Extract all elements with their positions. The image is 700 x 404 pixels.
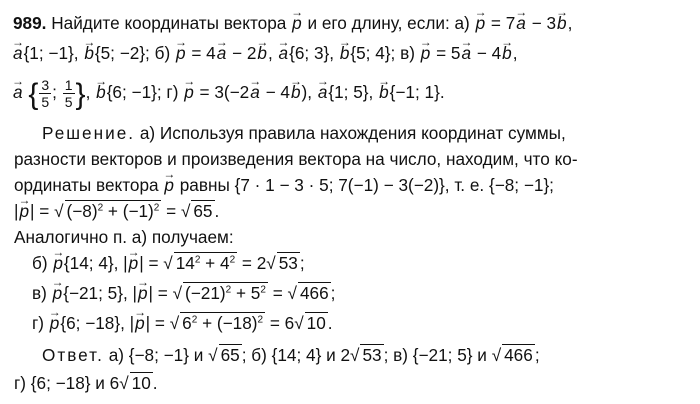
vector-p: → p <box>137 282 149 304</box>
problem-line-1: 989. Найдите координаты вектора → p и его длину, если: а) → p = 7→ a − 3→ b, <box>13 12 572 34</box>
vector-b: → b <box>290 72 302 112</box>
vector-a: → a <box>278 42 290 64</box>
vector-p: → p <box>183 72 195 112</box>
solution-line-5: Аналогично п. а) получаем: <box>14 227 234 247</box>
problem-line-3: → a { $\frac{3}{5}$ ; $\frac{1}{5}$ }, → b{6; −1}; г) → p = 3(−2→ a − 4→ b), → a{1; 5}, → b{−1; 1}. <box>12 72 445 112</box>
solution-case-v: в) → p{−21; 5}, |→ p| = √ $(-21)^2 + 5^2$ = √ 466 ; <box>32 282 335 304</box>
vector-a: → a <box>317 72 329 112</box>
vector-p: → p <box>128 252 140 274</box>
vector-p: → p <box>475 12 487 34</box>
vector-p: → p <box>175 42 187 64</box>
vector-a: → a <box>12 42 24 64</box>
fraction-3-5: $\frac{3}{5}$ <box>41 76 50 110</box>
vector-a: → a <box>460 42 472 64</box>
sqrt-radicand: $(-8)^2 + (-1)^2$ <box>66 201 160 221</box>
vector-b: → b <box>556 12 568 34</box>
vector-b: → b <box>83 42 95 64</box>
vector-p: → p <box>52 252 64 274</box>
answer-line-2: г) {6; −18} и 6√ 10 . <box>14 373 158 393</box>
vector-b: → b <box>378 72 390 112</box>
vector-p: → p <box>18 200 30 222</box>
vector-b: → b <box>95 72 107 112</box>
fraction-1-5: $\frac{1}{5}$ <box>64 76 73 110</box>
vector-b: → b <box>501 42 513 64</box>
problem-number: 989. <box>13 13 47 33</box>
vector-a: → a <box>12 72 24 112</box>
vector-a: → a <box>515 12 527 34</box>
answer-line-1: Ответ. а) {−8; −1} и √ 65 ; б) {14; 4} и 2√ 53 ; в) {−21; 5} и √ 466 ; <box>42 345 540 365</box>
vector-b: → b <box>339 42 351 64</box>
solution-case-g: г) → p{6; −18}, |→ p| = √ $6^2 + (-18)^2 = 6√$ 10 . <box>32 312 333 334</box>
vector-p: → p <box>291 12 303 34</box>
vector-p: → p <box>134 312 146 334</box>
solution-line-4: |→ p| = √ $(-8)^2 + (-1)^2$ = √ 65 . <box>14 200 219 222</box>
solution-line-3: ординаты вектора → p равны {7 · 1 − 3 · 5; 7(−1) − 3(−2)}, т. е. {−8; −1}; <box>14 174 554 196</box>
solution-label: Решение. <box>42 123 136 143</box>
solution-line-2: разности векторов и произведения вектора на число, находим, что ко- <box>14 149 578 169</box>
solution-line-1: Решение. а) Используя правила нахождения координат суммы, <box>42 123 566 143</box>
solution-case-b: б) → p{14; 4}, |→ p| = √ $14^2 + 4^2 = 2√$ 53 ; <box>32 252 305 274</box>
vector-b: → b <box>256 42 268 64</box>
vector-a: → a <box>216 42 228 64</box>
vector-p: → p <box>163 174 175 196</box>
vector-p: → p <box>420 42 432 64</box>
vector-a: → a <box>249 72 261 112</box>
answer-label: Ответ. <box>42 345 104 365</box>
vector-p: → p <box>52 282 64 304</box>
problem-line-2: → a{1; −1}, → b{5; −2}; б) → p = 4→ a − 2→ b, → a{6; 3}, → b{5; 4}; в) → p = 5→ a − 4→ b, <box>12 42 518 64</box>
vector-p: → p <box>49 312 61 334</box>
